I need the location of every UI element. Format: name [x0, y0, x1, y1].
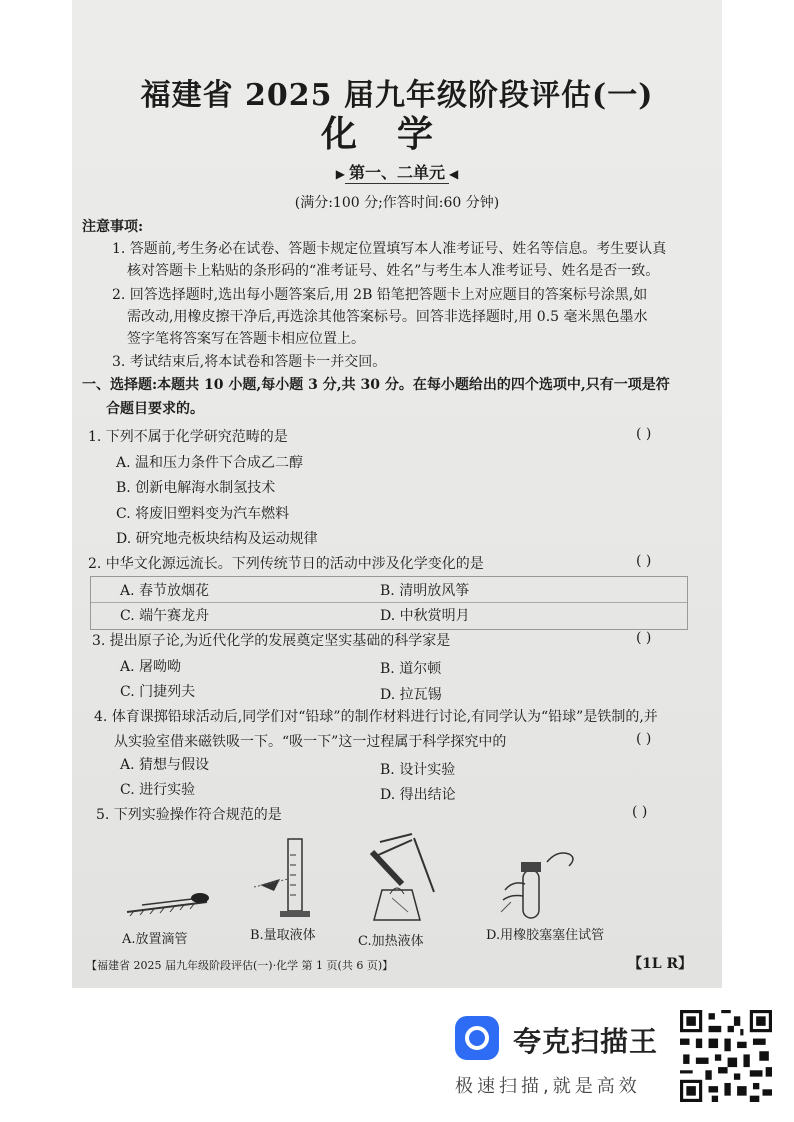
answer-paren: ( ) — [636, 553, 652, 569]
q1-option-a: A. 温和压力条件下合成乙二醇 — [116, 455, 304, 471]
exam-subject: 化学 — [320, 113, 473, 155]
question-2-stem: 2. 中华文化源远流长。下列传统节日的活动中涉及化学变化的是 — [88, 556, 484, 572]
answer-paren: ( ) — [636, 731, 652, 747]
q2-option-b: B. 清明放风筝 — [380, 583, 470, 599]
q3-option-c: C. 门捷列夫 — [120, 684, 196, 700]
notice-line: 签字笔将答案写在答题卡相应位置上。 — [127, 331, 365, 347]
q3-option-d: D. 拉瓦锡 — [380, 687, 442, 703]
q5-option-d: D.用橡胶塞塞住试管 — [486, 928, 605, 943]
q2-option-a: A. 春节放烟花 — [120, 583, 210, 599]
answer-paren: ( ) — [636, 630, 652, 646]
notice-line: 核对答题卡上粘贴的条形码的“准考证号、姓名”与考生本人准考证号、姓名是否一致。 — [127, 263, 660, 279]
heating-liquid-figure — [352, 832, 452, 927]
page-footer: 【福建省 2025 届九年级阶段评估(一)·化学 第 1 页(共 6 页)】 — [86, 959, 394, 972]
question-3-stem: 3. 提出原子论,为近代化学的发展奠定坚实基础的科学家是 — [92, 633, 451, 649]
qr-code-icon — [680, 1010, 772, 1102]
q1-option-d: D. 研究地壳板块结构及运动规律 — [116, 531, 318, 547]
exam-paper — [72, 0, 722, 988]
dropper-on-table-figure — [122, 870, 212, 920]
q3-option-a: A. 屠呦呦 — [120, 659, 182, 675]
question-1-stem: 1. 下列不属于化学研究范畴的是 — [88, 429, 288, 445]
exam-title: 福建省 2025 届九年级阶段评估(一) — [140, 78, 654, 113]
score-time: (满分:100 分;作答时间:60 分钟) — [294, 195, 500, 211]
measuring-cylinder-figure — [252, 835, 332, 925]
answer-paren: ( ) — [636, 426, 652, 442]
notice-line: 需改动,用橡皮擦干净后,再选涂其他答案标号。回答非选择题时,用 0.5 毫米黑色墨水 — [127, 309, 648, 325]
q5-option-c: C.加热液体 — [358, 934, 424, 949]
section-heading-cont: 合题目要求的。 — [106, 401, 204, 417]
q3-option-b: B. 道尔顿 — [380, 661, 442, 677]
notice-heading: 注意事项: — [82, 219, 144, 235]
notice-line: 2. 回答选择题时,选出每小题答案后,用 2B 铅笔把答题卡上对应题目的答案标号涂黑,如 — [112, 287, 648, 303]
section-heading: 一、选择题:本题共 10 小题,每小题 3 分,共 30 分。在每小题给出的四个选项中,只有一项是符 — [82, 377, 670, 393]
triangle-right-icon: ▶ — [335, 167, 345, 181]
q4-option-b: B. 设计实验 — [380, 762, 456, 778]
notice-line: 1. 答题前,考生务必在试卷、答题卡规定位置填写本人准考证号、姓名等信息。考生要认真 — [112, 241, 667, 257]
unit-line — [72, 160, 722, 184]
scanner-watermark — [455, 1010, 775, 1105]
brand-name: 夸克扫描王 — [513, 1025, 659, 1058]
question-4-stem-cont: 从实验室借来磁铁吸一下。“吸一下”这一过程属于科学探究中的 — [114, 734, 507, 750]
question-4-stem: 4. 体育课掷铅球活动后,同学们对“铅球”的制作材料进行讨论,有同学认为“铅球”是铁制的,并 — [94, 709, 658, 725]
question-5-stem: 5. 下列实验操作符合规范的是 — [96, 807, 282, 823]
q4-option-c: C. 进行实验 — [120, 782, 196, 798]
q1-option-c: C. 将废旧塑料变为汽车燃料 — [116, 506, 290, 522]
q2-option-d: D. 中秋赏明月 — [380, 608, 470, 624]
q2-option-c: C. 端午赛龙舟 — [120, 608, 210, 624]
stopper-test-tube-figure — [497, 840, 597, 925]
quark-logo-icon — [455, 1016, 499, 1060]
q4-option-d: D. 得出结论 — [380, 787, 456, 803]
unit-badge: 第一、二单元 — [345, 160, 449, 184]
answer-paren: ( ) — [632, 804, 648, 820]
table-divider — [91, 602, 687, 603]
triangle-left-icon: ◀ — [449, 167, 459, 181]
q5-option-a: A.放置滴管 — [122, 932, 188, 947]
q4-option-a: A. 猜想与假设 — [120, 757, 210, 773]
q5-option-b: B.量取液体 — [250, 928, 316, 943]
brand-slogan: 极速扫描,就是高效 — [455, 1076, 641, 1097]
q1-option-b: B. 创新电解海水制氢技术 — [116, 480, 276, 496]
notice-line: 3. 考试结束后,将本试卷和答题卡一并交回。 — [112, 354, 387, 370]
paper-code: 【1L R】 — [628, 956, 693, 972]
